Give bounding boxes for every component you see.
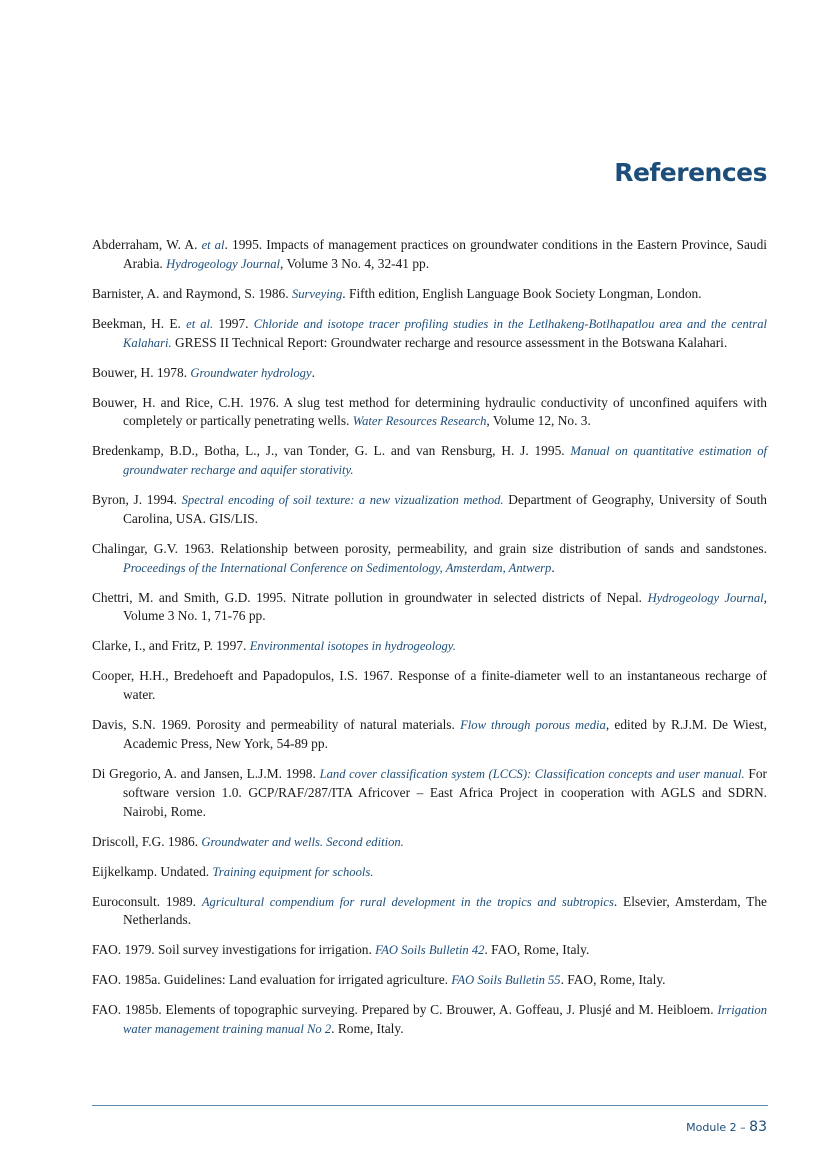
reference-entry	[92, 589, 767, 627]
reference-entry	[92, 716, 767, 754]
reference-entry	[92, 236, 767, 274]
reference-entry	[92, 1001, 767, 1039]
page-number: 83	[749, 1119, 767, 1135]
reference-text: . 1995. Impacts of management practices on groundwater conditions in the Eastern Province, Saudi Arabia.	[123, 237, 767, 271]
reference-text: Cooper, H.H., Bredehoeft and Papadopulos, I.S. 1967. Response of a finite-diameter well to an instantaneous recharge of water.	[92, 668, 767, 703]
reference-text: Driscoll, F.G. 1986.	[92, 833, 202, 849]
reference-text: .	[311, 364, 315, 380]
reference-title-italic: FAO Soils Bulletin 55	[451, 973, 561, 988]
reference-title-italic: Flow through porous media	[460, 718, 606, 733]
reference-title-italic: Chloride and isotope tracer profiling studies in the Letlhakeng-Botlhapatlou area and the central Kalahari.	[123, 316, 768, 350]
reference-text: Department of Geography, University of South Carolina, USA. GIS/LIS.	[123, 492, 767, 526]
reference-text: FAO. 1985a. Guidelines: Land evaluation for irrigated agriculture.	[92, 972, 452, 988]
reference-title-italic: Groundwater hydrology	[190, 365, 312, 380]
reference-text: .	[551, 559, 555, 575]
reference-text: Abderraham, W. A.	[92, 237, 202, 252]
reference-title-italic: Hydrogeology Journal	[166, 256, 281, 271]
reference-title-italic: FAO Soils Bulletin 42	[375, 943, 485, 958]
reference-text: For software version 1.0. GCP/RAF/287/ITA Africover – East Africa Project in cooperation with AGLS and SDRN. Nairobi, Rome.	[123, 765, 768, 819]
reference-text: Barnister, A. and Raymond, S. 1986.	[92, 285, 292, 301]
reference-text: Bredenkamp, B.D., Botha, L., J., van Tonder, G. L. and van Rensburg, H. J. 1995.	[92, 443, 571, 459]
reference-entry	[92, 863, 767, 882]
reference-entry	[92, 285, 767, 304]
reference-title-italic: Spectral encoding of soil texture: a new vizualization method.	[181, 493, 504, 508]
reference-title-italic: Land cover classification system (LCCS): Classification concepts and user manual.	[319, 766, 745, 781]
reference-text: . Rome, Italy.	[331, 1021, 404, 1037]
reference-title-italic: Groundwater and wells. Second edition.	[201, 834, 404, 849]
reference-entry	[92, 833, 767, 852]
reference-entry	[92, 491, 767, 529]
reference-text: GRESS II Technical Report: Groundwater recharge and resource assessment in the Botswana Kalahari.	[171, 334, 728, 350]
footer-divider	[92, 1105, 768, 1106]
reference-entry	[92, 667, 767, 705]
reference-text: , edited by R.J.M. De Wiest, Academic Press, New York, 54-89 pp.	[123, 717, 767, 751]
reference-title-italic: Hydrogeology Journal	[647, 590, 764, 605]
reference-text: Eijkelkamp. Undated.	[92, 863, 213, 879]
reference-text: . FAO, Rome, Italy.	[484, 942, 590, 958]
reference-text: Di Gregorio, A. and Jansen, L.J.M. 1998.	[92, 765, 320, 781]
reference-entry	[92, 941, 767, 960]
reference-text: Bouwer, H. 1978.	[92, 364, 191, 380]
reference-title-italic: Environmental isotopes in hydrogeology.	[249, 639, 456, 654]
reference-title-italic: Proceedings of the International Conference on Sedimentology, Amsterdam, Antwerp	[123, 560, 552, 575]
reference-entry	[92, 637, 767, 656]
reference-text: Davis, S.N. 1969. Porosity and permeability of natural materials.	[92, 717, 461, 733]
reference-entry	[92, 540, 767, 578]
reference-entry	[92, 315, 767, 353]
footer-module-label: Module 2 –	[686, 1121, 750, 1134]
reference-entry	[92, 765, 767, 821]
reference-text: , Volume 3 No. 1, 71-76 pp.	[123, 589, 768, 624]
reference-text: , Volume 12, No. 3.	[486, 413, 591, 429]
reference-title-italic: Surveying	[291, 286, 343, 301]
reference-text: Byron, J. 1994.	[92, 492, 182, 508]
reference-text: 1997.	[213, 315, 254, 331]
reference-title-italic: Irrigation water management training manual No 2	[123, 1003, 767, 1037]
reference-title-italic: Agricultural compendium for rural development in the tropics and subtropics	[201, 894, 614, 909]
reference-entry	[92, 394, 767, 432]
reference-title-italic: et al.	[186, 316, 214, 331]
reference-text: . FAO, Rome, Italy.	[560, 972, 666, 988]
reference-title-italic: et al	[201, 238, 225, 252]
reference-text: Chettri, M. and Smith, G.D. 1995. Nitrate pollution in groundwater in selected districts of Nepal.	[92, 589, 648, 605]
reference-title-italic: Manual on quantitative estimation of groundwater recharge and aquifer storativity.	[123, 444, 767, 478]
reference-text: Bouwer, H. and Rice, C.H. 1976. A slug test method for determining hydraulic conductivity of unconfined aquifers with completely or partically penetrating wells.	[92, 394, 767, 429]
reference-text: Clarke, I., and Fritz, P. 1997.	[92, 638, 250, 654]
reference-entry	[92, 442, 767, 480]
reference-text: . Elsevier, Amsterdam, The Netherlands.	[123, 893, 767, 928]
reference-text: . Fifth edition, English Language Book Society Longman, London.	[342, 285, 702, 301]
reference-entry	[92, 971, 767, 990]
page-footer	[686, 1116, 767, 1135]
reference-entry	[92, 893, 767, 931]
reference-text: Euroconsult. 1989.	[92, 893, 202, 909]
reference-entry	[92, 364, 767, 383]
reference-text: Chalingar, G.V. 1963. Relationship between porosity, permeability, and grain size distribution of sands and sandstones.	[92, 540, 767, 556]
reference-text: , Volume 3 No. 4, 32-41 pp.	[280, 255, 430, 271]
reference-title-italic: Training equipment for schools.	[212, 864, 374, 879]
reference-text: Beekman, H. E.	[92, 315, 187, 331]
reference-text: FAO. 1985b. Elements of topographic surveying. Prepared by C. Brouwer, A. Goffeau, J. Plusjé and M. Heibloem.	[92, 1002, 718, 1018]
reference-text: FAO. 1979. Soil survey investigations for irrigation.	[92, 942, 376, 958]
reference-title-italic: Water Resources Research	[352, 414, 487, 429]
reference-list	[92, 236, 767, 1050]
page-title: References	[614, 158, 767, 187]
